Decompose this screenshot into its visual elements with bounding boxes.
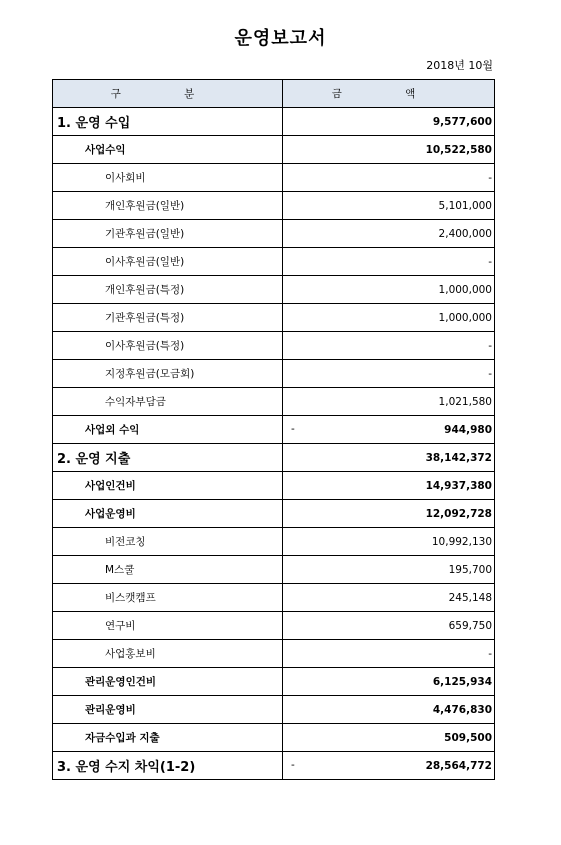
row-amount-value: 659,750 (448, 619, 492, 632)
table-row (53, 612, 495, 640)
table-row (53, 696, 495, 724)
row-label: 1. 운영 수입 (53, 108, 283, 136)
table-row (53, 164, 495, 192)
row-amount (283, 500, 495, 528)
row-label: 관리운영비 (53, 696, 283, 724)
row-label: 사업외 수익 (53, 416, 283, 444)
table-row (53, 108, 495, 136)
row-dash: - (291, 423, 295, 435)
row-amount-value: 4,476,830 (432, 703, 492, 716)
row-amount-value: 944,980 (444, 423, 492, 436)
row-label: 자금수입과 지출 (53, 724, 283, 752)
row-label: 개인후원금(일반) (53, 192, 283, 220)
table-row (53, 556, 495, 584)
header-category: 구 분 (53, 80, 283, 108)
row-amount-value: - (488, 367, 492, 380)
row-amount-value: 1,021,580 (438, 395, 492, 408)
row-amount-value: - (488, 339, 492, 352)
row-amount (283, 164, 495, 192)
row-label: 수익자부담금 (53, 388, 283, 416)
row-amount (283, 276, 495, 304)
row-label: 기관후원금(특정) (53, 304, 283, 332)
operation-report-table (52, 79, 495, 780)
row-amount-value: 1,000,000 (438, 283, 492, 296)
row-label: 이사후원금(일반) (53, 248, 283, 276)
row-amount (283, 108, 495, 136)
row-amount (283, 304, 495, 332)
row-amount-value: 14,937,380 (425, 479, 492, 492)
row-amount (283, 192, 495, 220)
row-amount-value: 12,092,728 (425, 507, 492, 520)
row-amount-value: 195,700 (448, 563, 492, 576)
table-row (53, 584, 495, 612)
row-amount (283, 444, 495, 472)
row-amount-value: 9,577,600 (432, 115, 492, 128)
row-amount (283, 416, 495, 444)
table-row (53, 752, 495, 780)
row-label: 비전코칭 (53, 528, 283, 556)
table-row (53, 360, 495, 388)
row-amount (283, 584, 495, 612)
row-label: 비스캣캠프 (53, 584, 283, 612)
row-label: 2. 운영 지출 (53, 444, 283, 472)
row-label: M스쿨 (53, 556, 283, 584)
row-label: 이사후원금(특정) (53, 332, 283, 360)
row-amount-value: 245,148 (448, 591, 492, 604)
row-label: 사업인건비 (53, 472, 283, 500)
table-row (53, 500, 495, 528)
row-amount (283, 752, 495, 780)
row-label: 사업홍보비 (53, 640, 283, 668)
row-amount (283, 248, 495, 276)
row-amount (283, 640, 495, 668)
row-label: 사업수익 (53, 136, 283, 164)
table-row (53, 220, 495, 248)
row-amount-value: 6,125,934 (432, 675, 492, 688)
row-amount (283, 696, 495, 724)
row-amount (283, 332, 495, 360)
row-amount-value: 509,500 (444, 731, 492, 744)
row-label: 사업운영비 (53, 500, 283, 528)
row-amount (283, 528, 495, 556)
row-amount-value: 5,101,000 (438, 199, 492, 212)
table-body (53, 108, 495, 780)
table-row (53, 136, 495, 164)
row-amount (283, 388, 495, 416)
row-label: 지정후원금(모금회) (53, 360, 283, 388)
row-amount-value: - (488, 647, 492, 660)
row-amount-value: 10,522,580 (425, 143, 492, 156)
table-row (53, 276, 495, 304)
report-period: 2018년 10월 (426, 59, 493, 72)
row-amount-value: - (488, 255, 492, 268)
table-row (53, 472, 495, 500)
row-label: 연구비 (53, 612, 283, 640)
report-title: 운영보고서 (234, 28, 327, 49)
row-amount (283, 360, 495, 388)
row-amount-value: 2,400,000 (438, 227, 492, 240)
row-amount (283, 472, 495, 500)
row-label: 기관후원금(일반) (53, 220, 283, 248)
table-row (53, 332, 495, 360)
table-row (53, 304, 495, 332)
row-amount (283, 136, 495, 164)
table-row (53, 640, 495, 668)
table-row (53, 724, 495, 752)
row-amount (283, 220, 495, 248)
row-amount-value: 38,142,372 (425, 451, 492, 464)
row-label: 3. 운영 수지 차익(1-2) (53, 752, 283, 780)
row-amount-value: 10,992,130 (431, 535, 492, 548)
table-row (53, 444, 495, 472)
row-dash: - (291, 759, 295, 771)
table-row (53, 248, 495, 276)
row-label: 관리운영인건비 (53, 668, 283, 696)
row-amount-value: - (488, 171, 492, 184)
row-amount-value: 28,564,772 (425, 759, 492, 772)
row-label: 개인후원금(특정) (53, 276, 283, 304)
row-amount-value: 1,000,000 (438, 311, 492, 324)
table-header-row (53, 80, 495, 108)
table-row (53, 528, 495, 556)
table-row (53, 416, 495, 444)
row-amount (283, 556, 495, 584)
header-amount: 금 액 (283, 80, 495, 108)
table-row (53, 668, 495, 696)
row-amount (283, 724, 495, 752)
table-row (53, 192, 495, 220)
table-row (53, 388, 495, 416)
row-amount (283, 668, 495, 696)
row-amount (283, 612, 495, 640)
row-label: 이사회비 (53, 164, 283, 192)
